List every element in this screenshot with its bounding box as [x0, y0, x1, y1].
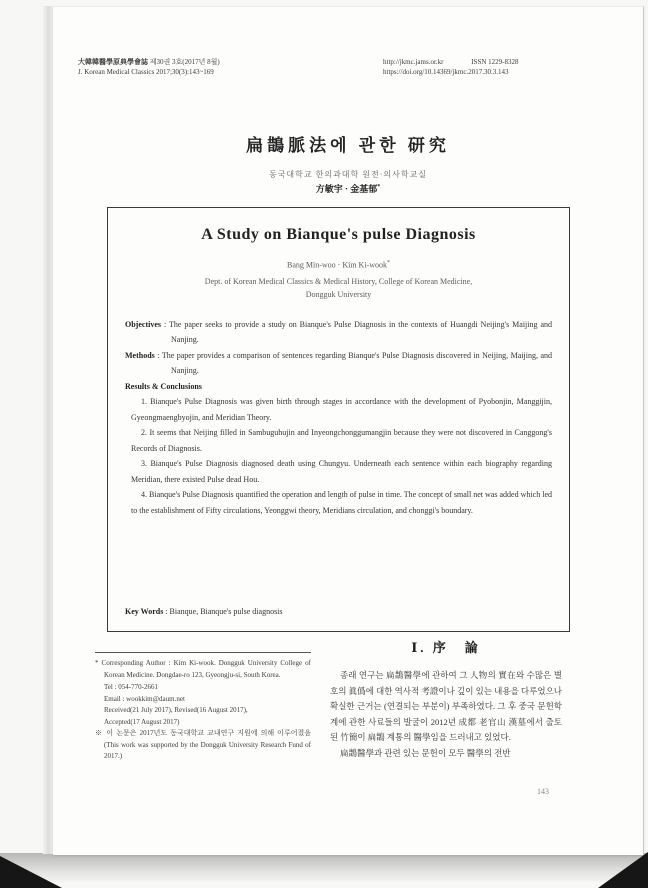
abstract-box: [107, 207, 570, 632]
footnote-funding: [95, 728, 311, 763]
results-label: Results & Conclusions: [125, 381, 202, 391]
keywords-label: Key Words: [125, 607, 164, 616]
introduction-paragraph-1: 종래 연구는 扁鵲醫學에 관하여 그 人物의 實在와 수많은 별호의 眞僞에 대한 역사적 考證이나 깊이 있는 내용을 다루었으나 확실한 근거는 (연결되는 부분이) 부족하였다. 그 후 중국 문헌학계에 관한 사료들의 발굴이 2012년 成都 老官山 漢墓에서 출토된 竹簡이 扁鵲 계통의 醫學임을 드러내고 있었다.: [330, 670, 562, 742]
footnote-mark-reference: ※: [95, 729, 104, 737]
abstract-title-en: A Study on Bianque's pulse Diagnosis: [201, 226, 476, 243]
result-item-1: 1. Bianque's Pulse Diagnosis was given birth through stages in accordance with the development of Pyobonjin, Manggijin, Gyeongmaengbyojin, and Meridian Theory.: [131, 397, 552, 422]
result-item-2: 2. It seems that Neijing filled in Sambuguhujin and Inyeongchonggumangjin because they were not discovered in Canggong's Records of Diagnosis.: [131, 428, 552, 453]
abstract-keywords: [125, 605, 552, 619]
abstract-methods: [125, 348, 552, 379]
abstract-affiliation-line2: Dongguk University: [305, 289, 372, 299]
authors-kr-names: 方敏宇 · 金基郁: [315, 184, 378, 194]
journal-issn: ISSN 1229-8328: [471, 58, 519, 66]
running-head-left: [78, 57, 220, 77]
affiliation-kr: 동국대학교 한의과대학 원전·의사학교실: [268, 170, 428, 179]
journal-name-en: J. Korean Medical Classics 2017;30(3):143~169: [78, 68, 214, 76]
result-item-3: 3. Bianque's Pulse Diagnosis diagnosed death using Chungyu. Underneath each sentence within each biography regarding Meridian, there existed Pulse dead Hou.: [131, 459, 552, 484]
footnote-corresponding-text: Corresponding Author : Kim Ki-wook. Dongguk University College of Korean Medicine. Dongdae-ro 123, Gyeongju-si, South Korea.: [101, 659, 311, 679]
running-head-right: [383, 57, 518, 77]
authors-kr: [53, 182, 643, 195]
footnote-column: [95, 652, 311, 764]
abstract-authors-en: [125, 260, 552, 270]
methods-label: Methods: [125, 350, 155, 360]
footnote-tel: Tel : 054-770-2661: [104, 683, 158, 691]
footnote-corresponding: [95, 658, 311, 681]
introduction-heading: Ⅰ. 序 論: [411, 640, 481, 655]
result-item-4: 4. Bianque's Pulse Diagnosis quantified the operation and length of pulse in time. The concept of small net was added which led to the establishment of Fifty circulations, Yeonggwi theory, Meridians circulation, and chonggi's boundary.: [131, 490, 552, 515]
journal-url: http://jkmc.jams.or.kr: [383, 58, 444, 66]
journal-issue: 제30권 3호(2017년 8월): [149, 58, 220, 66]
keywords-text: : Bianque, Bianque's pulse diagnosis: [165, 607, 283, 616]
footnote-mark-asterisk: *: [95, 659, 99, 667]
footnote-received: Received(21 July 2017), Revised(16 August 2017),: [104, 706, 248, 714]
page-bottom-shadow: [0, 853, 648, 883]
abstract-objectives: [125, 317, 552, 348]
abstract-authors-mark: *: [387, 260, 390, 266]
abstract-authors-names: Bang Min-woo · Kim Ki-wook: [287, 260, 387, 270]
page-stack-edge: [43, 6, 53, 854]
footnote-funding-text: 이 논문은 2017년도 동국대학교 교내연구 지원에 의해 이루어졌음(This work was supported by the Dongguk University Research Fund of 2017.): [104, 729, 311, 760]
abstract-affiliation: [125, 275, 552, 301]
introduction-column: [330, 637, 562, 761]
authors-kr-mark: *: [377, 184, 381, 190]
introduction-paragraph-2: 扁鵲醫學과 관련 있는 문헌이 모두 醫學의 전반: [340, 747, 511, 758]
footnote-email: Email : wookkim@daum.net: [104, 694, 185, 703]
article-title-kr: 扁鵲脈法에 관한 研究: [246, 136, 450, 155]
objectives-text: : The paper seeks to provide a study on Bianque's Pulse Diagnosis in the contexts of Huangdi Neijing's Maijing and Nanjing.: [163, 319, 552, 345]
page-number: 143: [537, 787, 549, 796]
journal-name-kr: 大韓韓醫學原典學會誌: [78, 58, 148, 66]
journal-doi: https://doi.org/10.14369/jkmc.2017.30.3.143: [383, 68, 509, 76]
methods-text: : The paper provides a comparison of sentences regarding Bianque's Pulse Diagnosis discovered in Neijing, Maijing, and Nanjing.: [157, 350, 552, 376]
objectives-label: Objectives: [125, 319, 161, 329]
paper-page: [53, 6, 644, 855]
footnote-accepted: Accepted(17 August 2017): [104, 717, 180, 726]
abstract-affiliation-line1: Dept. of Korean Medical Classics & Medical History, College of Korean Medicine,: [204, 276, 473, 286]
